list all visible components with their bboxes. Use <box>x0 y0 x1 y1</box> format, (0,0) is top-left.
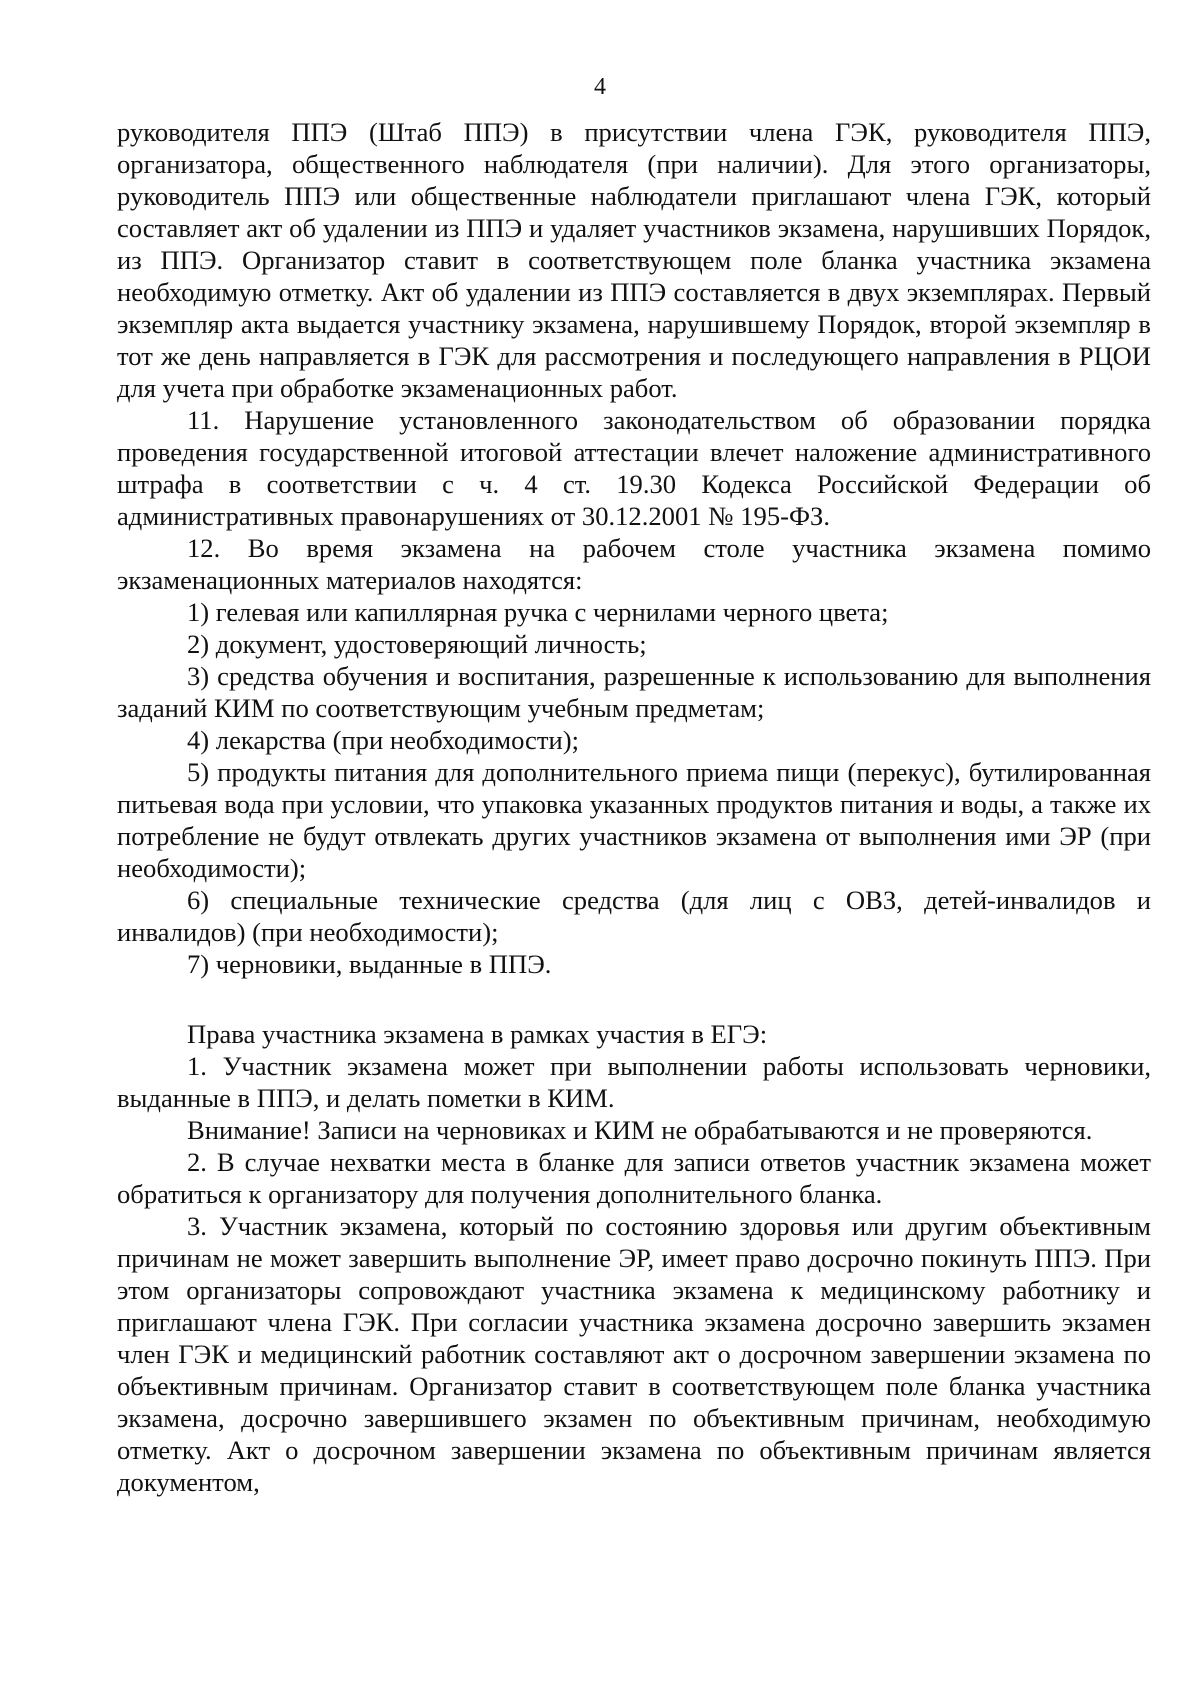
list-item-medicine: 4) лекарства (при необходимости); <box>187 725 579 755</box>
list-item-drafts: 7) черновики, выданные в ППЭ. <box>187 949 552 979</box>
paragraph-continuation: руководителя ППЭ (Штаб ППЭ) в присутствии члена ГЭК, руководителя ППЭ, организатора, общественного наблюдателя (при наличии). Для этого организаторы, руководитель ППЭ или общественные наблюдатели приглашают члена ГЭК, который составляет акт об удалении из ППЭ и удаляет участников экзамена, нарушивших Порядок, из ППЭ. Организатор ставит в соответствующем поле бланка участника экзамена необходимую отметку. Акт об удалении из ППЭ составляется в двух экземплярах. Первый экземпляр акта выдается участнику экзамена, нарушившему Порядок, второй экземпляр в тот же день направляется в ГЭК для рассмотрения и последующего направления в РЦОИ для учета при обработке экзаменационных работ. <box>117 117 1151 403</box>
paragraph-item-12: 12. Во время экзамена на рабочем столе участника экзамена помимо экзаменационных материалов находятся: <box>117 533 1151 595</box>
list-item-technical-means: 6) специальные технические средства (для лиц с ОВЗ, детей-инвалидов и инвалидов) (при необходимости); <box>117 885 1151 947</box>
list-item-food: 5) продукты питания для дополнительного приема пищи (перекус), бутилированная питьевая вода при условии, что упаковка указанных продуктов питания и воды, а также их потребление не будут отвлекать других участников экзамена от выполнения ими ЭР (при необходимости); <box>117 757 1151 883</box>
rights-item-2: 2. В случае нехватки места в бланке для записи ответов участник экзамена может обратиться к организатору для получения дополнительного бланка. <box>117 1147 1151 1209</box>
page-number: 4 <box>594 74 606 100</box>
rights-item-3: 3. Участник экзамена, который по состоянию здоровья или другим объективным причинам не может завершить выполнение ЭР, имеет право досрочно покинуть ППЭ. При этом организаторы сопровождают участника экзамена к медицинскому работнику и приглашают члена ГЭК. При согласии участника экзамена досрочно завершить экзамен член ГЭК и медицинский работник составляют акт о досрочном завершении экзамена по объективным причинам. Организатор ставит в соответствующем поле бланка участника экзамена, досрочно завершившего экзамен по объективным причинам, необходимую отметку. Акт о досрочном завершении экзамена по объективным причинам является документом, <box>117 1211 1151 1497</box>
paragraph-item-11: 11. Нарушение установленного законодательством об образовании порядка проведения государственной итоговой аттестации влечет наложение административного штрафа в соответствии с ч. 4 ст. 19.30 Кодекса Российской Федерации об административных правонарушениях от 30.12.2001 № 195-ФЗ. <box>117 405 1151 531</box>
list-item-pen: 1) гелевая или капиллярная ручка с чернилами черного цвета; <box>187 597 889 627</box>
rights-item-1: 1. Участник экзамена может при выполнении работы использовать черновики, выданные в ППЭ, и делать пометки в КИМ. <box>117 1051 1151 1113</box>
document-body <box>117 116 1151 1498</box>
attention-note: Внимание! Записи на черновиках и КИМ не обрабатываются и не проверяются. <box>187 1115 1093 1145</box>
section-heading-rights: Права участника экзамена в рамках участия в ЕГЭ: <box>187 1019 768 1049</box>
list-item-id-document: 2) документ, удостоверяющий личность; <box>187 629 647 659</box>
list-item-learning-tools: 3) средства обучения и воспитания, разрешенные к использованию для выполнения заданий КИМ по соответствующим учебным предметам; <box>117 661 1151 723</box>
